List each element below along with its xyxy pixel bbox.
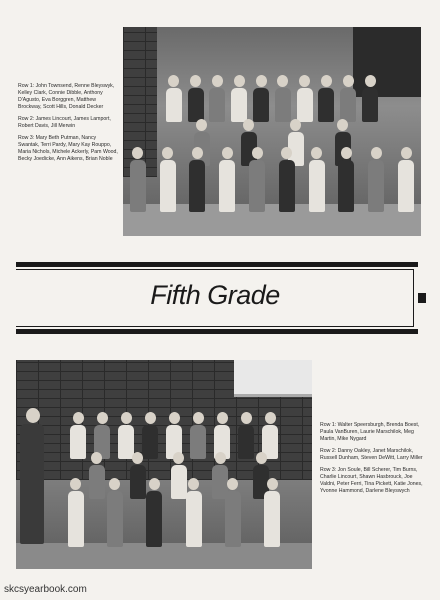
caption-bottom-row-3: Row 3: Jon Soule, Bill Scherer, Tim Burns, Charlie Lincourt, Shawn Hasbrouck, Joe Valdni, Peter Ferri, Tina Pickett, Katie Jones, Yvonne Hammond, Darlene Bleyswych bbox=[320, 467, 423, 494]
caption-top-row-3: Row 3: Mary Beth Putman, Nancy Swantak, Terri Pardy, Mary Kay Rouppo, Maria Nichols, Michele Ackerly, Pam Wood, Becky Joedicke, Ann Aikens, Brian Noble bbox=[18, 135, 118, 162]
class-photo-top bbox=[123, 27, 421, 236]
caption-bottom bbox=[320, 422, 424, 500]
page-title: Fifth Grade bbox=[150, 280, 280, 310]
caption-bottom-row-1: Row 1: Walter Speersburgh, Brenda Boest, Paula VanBuren, Laurie Marschilok, Meg Martin, Mike Nygard bbox=[320, 422, 420, 442]
title-banner bbox=[16, 262, 426, 334]
caption-top bbox=[18, 83, 118, 168]
class-photo-bottom bbox=[16, 360, 312, 569]
watermark-text: skcsyearbook.com bbox=[4, 584, 87, 595]
caption-top-row-1: Row 1: John Townsend, Renne Bleyswyk, Kelley Clark, Connie Dibble, Anthony D'Agusto, Eva Borggren, Matthew Brockway, Scott Hills, Donald Decker bbox=[18, 83, 115, 110]
student-row-3 bbox=[123, 147, 421, 212]
window bbox=[234, 360, 312, 397]
student-row-1 bbox=[16, 478, 312, 547]
banner-tab bbox=[418, 293, 426, 303]
caption-bottom-row-2: Row 2: Danny Oakley, Janet Marschilok, Russell Dunham, Steven DeWitt, Larry Miller bbox=[320, 448, 423, 461]
caption-top-row-2: Row 2: James Lincourt, James Lamport, Robert Davis, Jill Merwin bbox=[18, 116, 111, 129]
student-row-1 bbox=[123, 75, 421, 122]
